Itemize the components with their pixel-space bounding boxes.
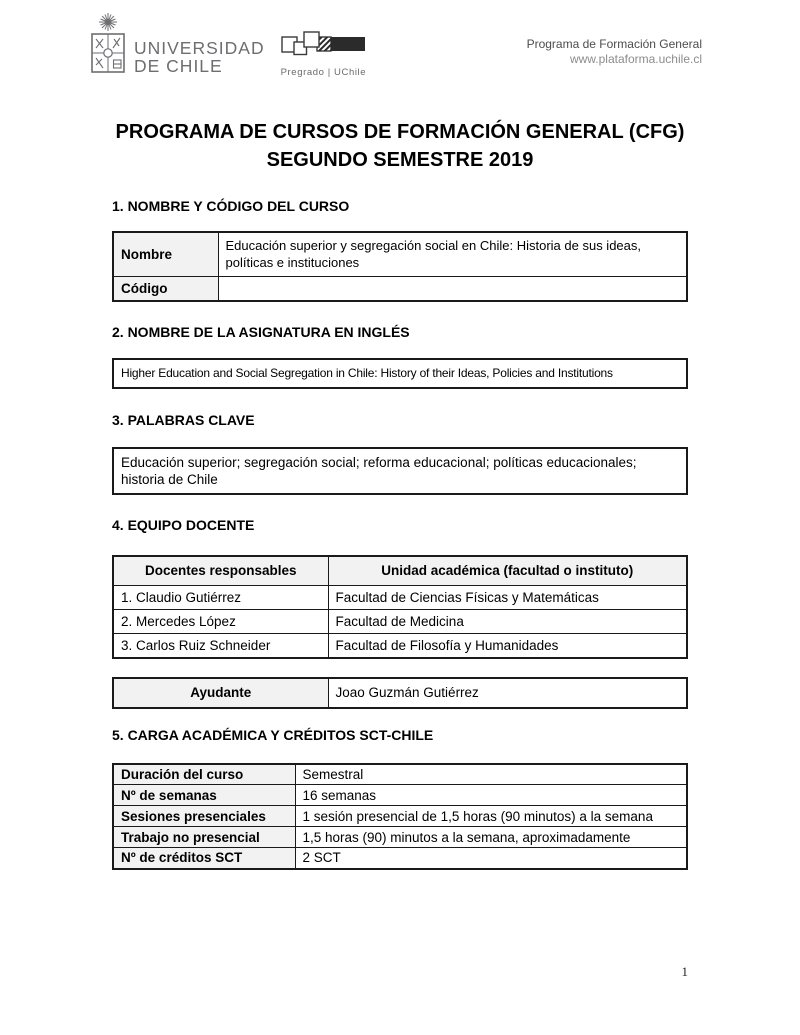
pregrado-uchile-logo <box>281 31 367 78</box>
creditos-value-cell: 2 SCT <box>295 848 687 869</box>
pregrado-squares-icon <box>281 31 366 58</box>
sesiones-label-cell: Sesiones presenciales <box>113 806 295 827</box>
docente-unit-cell: Facultad de Medicina <box>328 609 687 633</box>
university-name-line1: UNIVERSIDAD <box>134 38 265 58</box>
docente-name-cell: 2. Mercedes López <box>113 609 328 633</box>
program-name: Programa de Formación General <box>526 37 702 51</box>
universidad-de-chile-shield-icon <box>90 12 126 79</box>
ayudante-value-cell: Joao Guzmán Gutiérrez <box>328 678 687 708</box>
page-number: 1 <box>681 964 688 979</box>
program-website: www.plataforma.uchile.cl <box>569 52 702 66</box>
creditos-label-cell: Nº de créditos SCT <box>113 848 295 869</box>
unidad-header-cell: Unidad académica (facultad o instituto) <box>328 556 687 585</box>
sesiones-value-cell: 1 sesión presencial de 1,5 horas (90 minutos) a la semana <box>295 806 687 827</box>
assistant-table <box>112 677 688 709</box>
table-row <box>113 827 687 848</box>
table-row <box>113 678 687 708</box>
table-header-row <box>113 556 687 585</box>
section-4-heading: 4. EQUIPO DOCENTE <box>112 517 255 533</box>
document-body <box>0 199 800 870</box>
course-name-code-table <box>112 231 688 302</box>
codigo-value-cell <box>218 276 687 301</box>
ayudante-label-cell: Ayudante <box>113 678 328 708</box>
table-row <box>113 585 687 609</box>
duracion-label-cell: Duración del curso <box>113 764 295 785</box>
table-row <box>113 764 687 785</box>
section-1-heading: 1. NOMBRE Y CÓDIGO DEL CURSO <box>112 198 350 214</box>
document-title-line2: SEGUNDO SEMESTRE 2019 <box>266 149 534 171</box>
section-3-heading: 3. PALABRAS CLAVE <box>112 412 255 428</box>
semanas-label-cell: Nº de semanas <box>113 785 295 806</box>
pregrado-label: Pregrado | UChile <box>280 67 367 78</box>
codigo-label-cell: Código <box>113 276 218 301</box>
duracion-value-cell: Semestral <box>295 764 687 785</box>
keywords-box: Educación superior; segregación social; reforma educacional; políticas educacionales; historia de Chile <box>112 447 688 495</box>
document-title-line1: PROGRAMA DE CURSOS DE FORMACIÓN GENERAL (CFG) <box>115 121 685 143</box>
semanas-value-cell: 16 semanas <box>295 785 687 806</box>
table-row <box>113 276 687 301</box>
page-header <box>90 12 702 79</box>
docente-name-cell: 1. Claudio Gutiérrez <box>113 585 328 609</box>
header-program-info <box>527 37 702 67</box>
docentes-header-cell: Docentes responsables <box>113 556 328 585</box>
section-5-heading: 5. CARGA ACADÉMICA Y CRÉDITOS SCT-CHILE <box>112 726 434 743</box>
english-name-box: Higher Education and Social Segregation in Chile: History of their Ideas, Policies and Institutions <box>112 358 688 389</box>
teaching-team-table <box>112 555 688 659</box>
section-2-heading: 2. NOMBRE DE LA ASIGNATURA EN INGLÉS <box>112 324 410 340</box>
docente-unit-cell: Facultad de Filosofía y Humanidades <box>328 633 687 658</box>
docente-unit-cell: Facultad de Ciencias Físicas y Matemáticas <box>328 585 687 609</box>
table-row <box>113 848 687 869</box>
university-name <box>134 39 265 75</box>
trabajo-label-cell: Trabajo no presencial <box>113 827 295 848</box>
table-row <box>113 232 687 276</box>
trabajo-value-cell: 1,5 horas (90) minutos a la semana, aproximadamente <box>295 827 687 848</box>
academic-load-table <box>112 763 688 870</box>
table-row <box>113 633 687 658</box>
docente-name-cell: 3. Carlos Ruiz Schneider <box>113 633 328 658</box>
table-row <box>113 785 687 806</box>
nombre-label-cell: Nombre <box>113 232 218 276</box>
nombre-value-cell: Educación superior y segregación social en Chile: Historia de sus ideas, políticas e instituciones <box>218 232 687 276</box>
table-row <box>113 806 687 827</box>
table-row <box>113 609 687 633</box>
university-name-line2: DE CHILE <box>134 56 223 76</box>
